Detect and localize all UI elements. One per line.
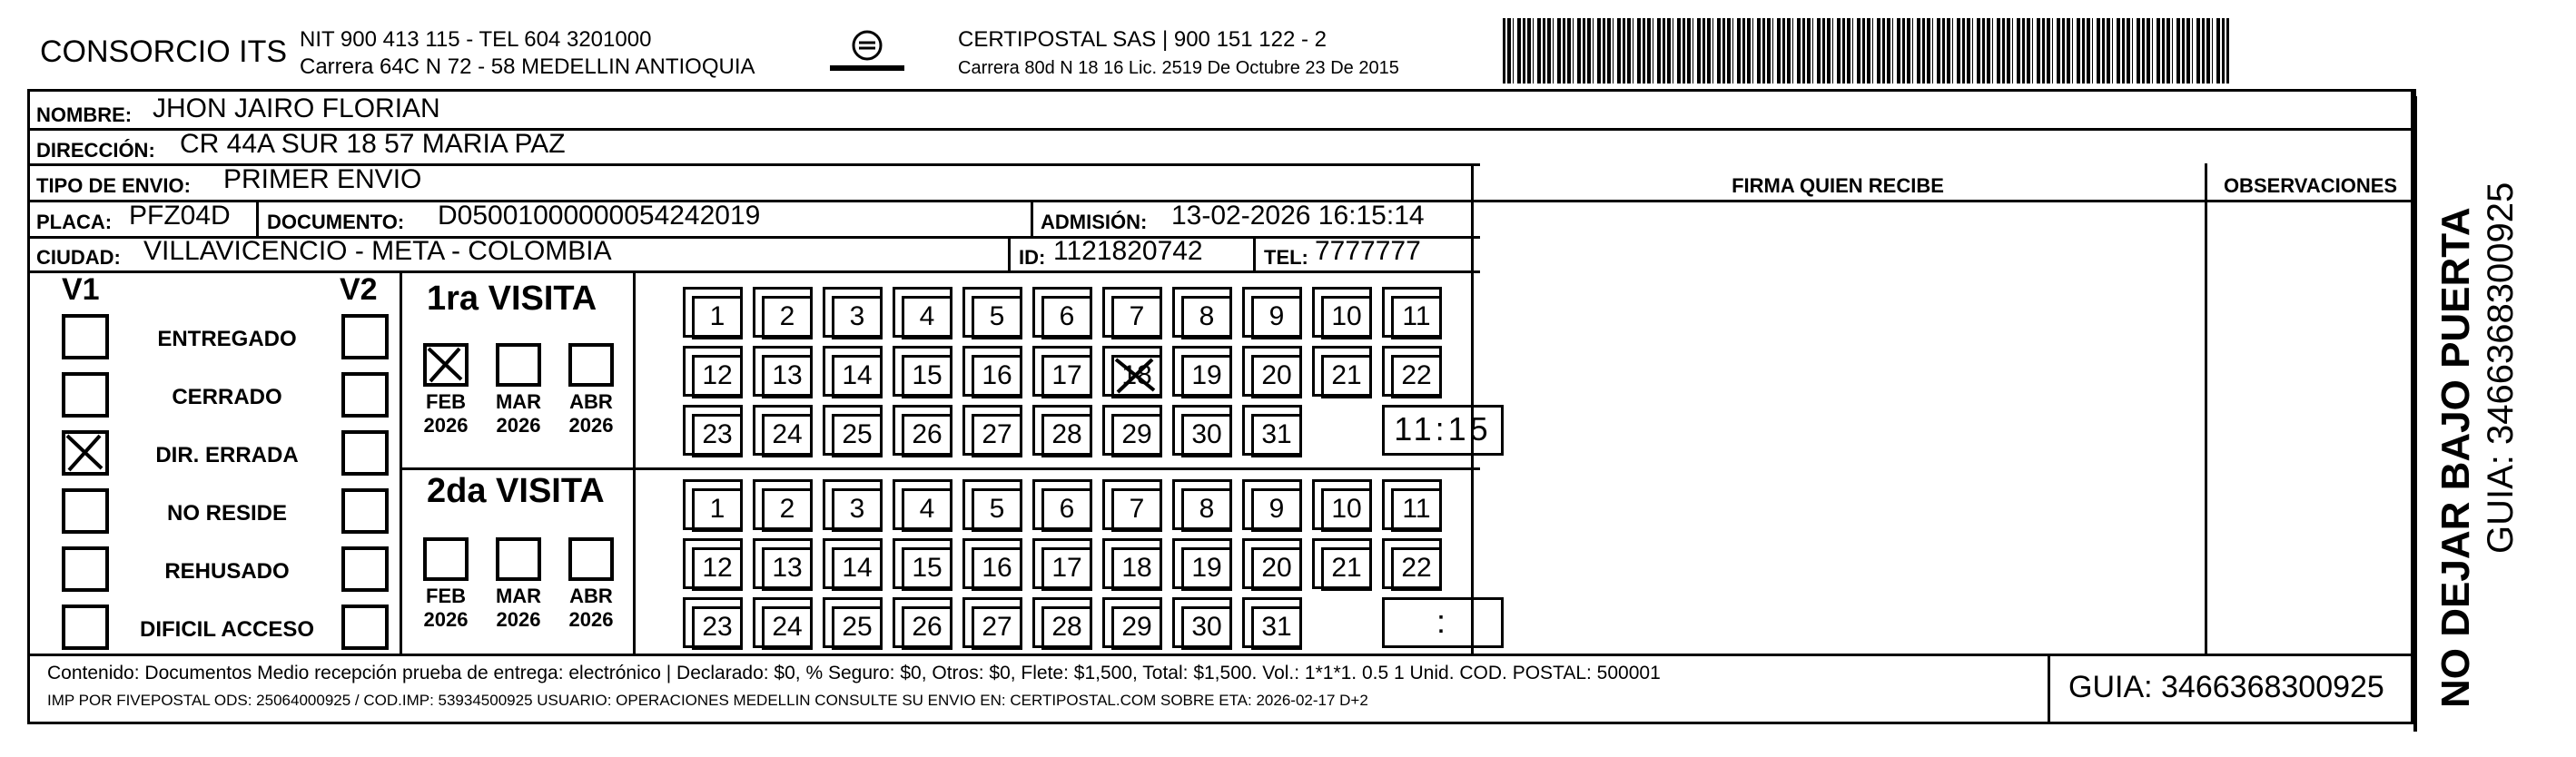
day-cell[interactable]: 7 (1111, 488, 1162, 532)
documento-label: DOCUMENTO: (267, 211, 405, 233)
day-cell[interactable]: 13 (762, 355, 813, 398)
company-nit: NIT 900 413 115 - TEL 604 3201000 (300, 27, 652, 52)
footer-guia: GUIA: 3466368300925 (2068, 670, 2384, 704)
day-cell[interactable]: 23 (692, 606, 743, 650)
company-address: Carrera 64C N 72 - 58 MEDELLIN ANTIOQUIA (300, 54, 755, 79)
day-cell[interactable]: 30 (1181, 414, 1232, 457)
day-cell[interactable]: 3 (832, 488, 883, 532)
footer-imp: IMP POR FIVEPOSTAL ODS: 25064000925 / COD.IMP: 53934500925 USUARIO: OPERACIONES MEDELLIN CONSULTE SU ENVIO EN: CERTIPOSTAL.COM SOBRE ETA: 2026-02-17 D+2 (47, 692, 1368, 709)
side-guia: GUIA: 3466368300925 (2481, 182, 2521, 554)
visit2-title: 2da VISITA (427, 472, 605, 510)
day-cell[interactable]: 6 (1041, 488, 1092, 532)
day-cell[interactable]: 1 (692, 488, 743, 532)
v1-checkbox[interactable] (62, 488, 109, 534)
day-cell[interactable]: 2 (762, 488, 813, 532)
v2-checkbox[interactable] (341, 430, 389, 476)
certipostal-logo (817, 27, 917, 80)
day-cell[interactable]: 10 (1321, 296, 1372, 339)
day-cell[interactable]: 30 (1181, 606, 1232, 650)
v1-checkbox[interactable] (62, 430, 109, 476)
day-cell[interactable]: 22 (1391, 355, 1442, 398)
ciudad-value: VILLAVICENCIO - META - COLOMBIA (143, 236, 612, 266)
nombre-value: JHON JAIRO FLORIAN (153, 93, 440, 123)
v2-checkbox[interactable] (341, 488, 389, 534)
direccion-label: DIRECCIÓN: (36, 139, 155, 162)
day-cell[interactable]: 21 (1321, 547, 1372, 591)
month-checkbox[interactable] (423, 343, 469, 387)
day-cell[interactable]: 28 (1041, 606, 1092, 650)
ciudad-label: CIUDAD: (36, 246, 121, 269)
day-cell[interactable]: 12 (692, 355, 743, 398)
id-value: 1121820742 (1053, 236, 1203, 266)
footer-content: Contenido: Documentos Medio recepción prueba de entrega: electrónico | Declarado: $0, % Seguro: $0, Otros: $0, Flete: $1,500, Total: $1,500. Vol.: 1*1*1. 0.5 1 Unid. COD. POSTAL: 500001 (47, 663, 1661, 683)
admision-value: 13-02-2026 16:15:14 (1171, 201, 1425, 231)
month-checkbox[interactable] (568, 537, 614, 581)
month-checkbox[interactable] (496, 537, 541, 581)
v1-checkbox[interactable] (62, 314, 109, 359)
day-cell[interactable]: 28 (1041, 414, 1092, 457)
month-checkbox[interactable] (423, 537, 469, 581)
day-cell[interactable]: 11 (1391, 488, 1442, 532)
day-cell[interactable]: 18 (1111, 355, 1162, 398)
month-checkbox[interactable] (568, 343, 614, 387)
status-option-label: DIFICIL ACCESO (139, 617, 314, 642)
month-name: MAR (495, 585, 542, 607)
v2-checkbox[interactable] (341, 546, 389, 592)
observaciones-label: OBSERVACIONES (2223, 174, 2398, 197)
day-cell[interactable]: 4 (902, 488, 952, 532)
day-cell[interactable]: 26 (902, 414, 952, 457)
tipo-envio-label: TIPO DE ENVIO: (36, 174, 191, 197)
month-name: FEB (426, 585, 466, 607)
day-cell[interactable]: 26 (902, 606, 952, 650)
day-cell[interactable]: 31 (1251, 606, 1302, 650)
day-cell[interactable]: 3 (832, 296, 883, 339)
observaciones-area[interactable] (2208, 202, 2413, 653)
check-x-mark (427, 347, 465, 383)
day-cell[interactable]: 9 (1251, 488, 1302, 532)
tel-label: TEL: (1264, 246, 1308, 269)
day-cell[interactable]: 5 (972, 296, 1022, 339)
v1-checkbox[interactable] (62, 372, 109, 418)
day-cell[interactable]: 27 (972, 414, 1022, 457)
day-cell[interactable]: 25 (832, 606, 883, 650)
check-x-mark (65, 434, 105, 472)
placa-value: PFZ04D (129, 201, 231, 231)
month-year: 2026 (423, 608, 469, 631)
month-name: MAR (495, 390, 542, 413)
status-option-label: CERRADO (172, 385, 282, 409)
day-cell[interactable]: 31 (1251, 414, 1302, 457)
day-cell[interactable]: 14 (832, 547, 883, 591)
carrier-name: CERTIPOSTAL SAS | 900 151 122 - 2 (958, 27, 1327, 52)
day-cell[interactable]: 11 (1391, 296, 1442, 339)
day-cell[interactable]: 2 (762, 296, 813, 339)
firma-area[interactable] (1475, 202, 2203, 653)
month-year: 2026 (496, 414, 541, 437)
month-year: 2026 (568, 608, 614, 631)
day-cell[interactable]: 23 (692, 414, 743, 457)
month-name: ABR (569, 585, 613, 607)
status-option-label: DIR. ERRADA (155, 443, 299, 467)
day-cell[interactable]: 29 (1111, 606, 1162, 650)
time-field[interactable]: 11:15 (1382, 405, 1504, 456)
day-cell[interactable]: 20 (1251, 547, 1302, 591)
day-cell[interactable]: 1 (692, 296, 743, 339)
day-cell[interactable]: 18 (1111, 547, 1162, 591)
status-option-label: ENTREGADO (157, 327, 297, 351)
day-cell[interactable]: 17 (1041, 547, 1092, 591)
day-cell[interactable]: 22 (1391, 547, 1442, 591)
v2-checkbox[interactable] (341, 372, 389, 418)
day-cell[interactable]: 6 (1041, 296, 1092, 339)
placa-label: PLACA: (36, 211, 113, 233)
visit1-title: 1ra VISITA (427, 280, 597, 318)
month-name: ABR (569, 390, 613, 413)
v1-checkbox[interactable] (62, 605, 109, 650)
day-cell[interactable]: 20 (1251, 355, 1302, 398)
day-cell[interactable]: 12 (692, 547, 743, 591)
status-option-label: NO RESIDE (166, 501, 288, 526)
carrier-license: Carrera 80d N 18 16 Lic. 2519 De Octubre 23 De 2015 (958, 58, 1399, 78)
month-checkbox[interactable] (496, 343, 541, 387)
day-cell[interactable]: 13 (762, 547, 813, 591)
day-cell[interactable]: 21 (1321, 355, 1372, 398)
v2-checkbox[interactable] (341, 605, 389, 650)
day-cell[interactable]: 4 (902, 296, 952, 339)
day-cell[interactable]: 16 (972, 547, 1022, 591)
company-name: CONSORCIO ITS (40, 34, 288, 69)
tipo-envio-value: PRIMER ENVIO (223, 164, 422, 194)
day-cell[interactable]: 16 (972, 355, 1022, 398)
time-field[interactable]: : (1382, 597, 1504, 648)
status-option-label: REHUSADO (164, 559, 290, 584)
day-cell[interactable]: 14 (832, 355, 883, 398)
id-label: ID: (1019, 246, 1046, 269)
v2-label: V2 (340, 272, 378, 307)
v1-checkbox[interactable] (62, 546, 109, 592)
day-cell[interactable]: 29 (1111, 414, 1162, 457)
check-x-mark (1114, 358, 1158, 394)
nombre-label: NOMBRE: (36, 103, 133, 126)
side-text (2415, 82, 2570, 726)
day-cell[interactable]: 24 (762, 414, 813, 457)
day-cell[interactable]: 5 (972, 488, 1022, 532)
firma-label: FIRMA QUIEN RECIBE (1732, 174, 1944, 197)
day-cell[interactable]: 27 (972, 606, 1022, 650)
day-mark (1114, 358, 1160, 396)
direccion-value: CR 44A SUR 18 57 MARIA PAZ (180, 129, 566, 159)
month-name: FEB (426, 390, 466, 413)
tel-value: 7777777 (1315, 236, 1421, 266)
day-cell[interactable]: 8 (1181, 296, 1232, 339)
month-year: 2026 (568, 414, 614, 437)
day-cell[interactable]: 25 (832, 414, 883, 457)
v2-checkbox[interactable] (341, 314, 389, 359)
day-cell[interactable]: 24 (762, 606, 813, 650)
month-year: 2026 (423, 414, 469, 437)
no-dejar-warning: NO DEJAR BAJO PUERTA (2433, 207, 2478, 708)
admision-label: ADMISIÓN: (1041, 211, 1148, 233)
day-cell[interactable]: 15 (902, 547, 952, 591)
v1-label: V1 (62, 272, 100, 307)
day-cell[interactable]: 17 (1041, 355, 1092, 398)
day-cell[interactable]: 15 (902, 355, 952, 398)
day-cell[interactable]: 9 (1251, 296, 1302, 339)
day-cell[interactable]: 7 (1111, 296, 1162, 339)
day-cell[interactable]: 19 (1181, 355, 1232, 398)
day-cell[interactable]: 19 (1181, 547, 1232, 591)
day-cell[interactable]: 10 (1321, 488, 1372, 532)
barcode (1503, 18, 2229, 84)
month-year: 2026 (496, 608, 541, 631)
documento-value: D05001000000054242019 (438, 201, 761, 231)
day-cell[interactable]: 8 (1181, 488, 1232, 532)
